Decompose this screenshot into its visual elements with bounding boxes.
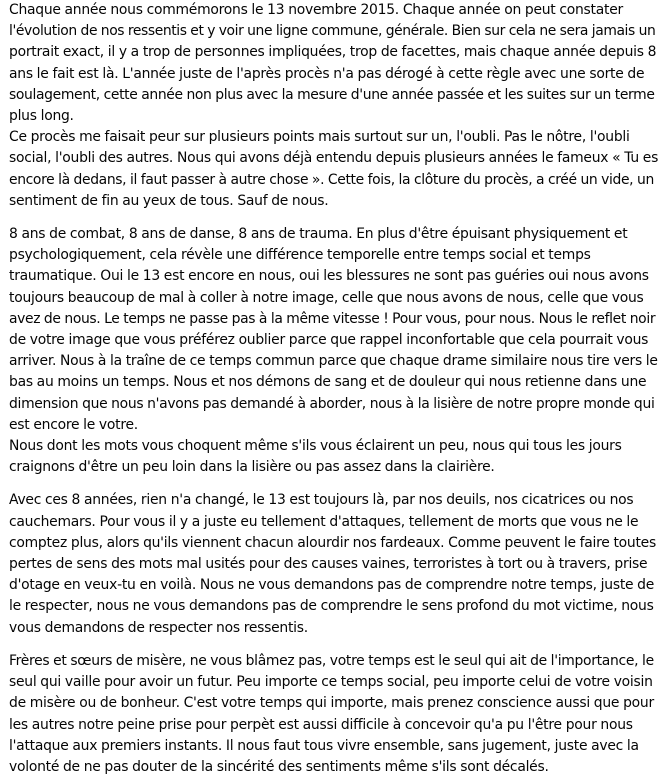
paragraph (9, 436, 658, 478)
text-line: Nous dont les mots vous choquent même s'ils vous éclairent un peu, nous qui tous les jours (9, 438, 622, 455)
text-line: bas au moins un temps. Nous et nos démons de sang et de douleur qui nous retienne dans une (9, 374, 647, 391)
text-line: ans le fait est là. L'année juste de l'après procès n'a pas dérogé à cette règle avec une sorte de (9, 65, 645, 82)
text-line: 8 ans de combat, 8 ans de danse, 8 ans de trauma. En plus d'être épuisant physiquement et (9, 226, 628, 243)
text-line: traumatique. Oui le 13 est encore en nous, oui les blessures ne sont pas guéries oui nous avons (9, 268, 649, 285)
text-line: cauchemars. Pour vous il y a juste eu tellement d'attaques, tellement de morts que vous ne le (9, 513, 639, 530)
text-line: le respecter, nous ne vous demandons pas de comprendre le sens profond du mot victime, nous (9, 598, 654, 615)
text-line: les autres notre peine prise pour perpèt est aussi difficile à concevoir qu'a pu l'être pour nous (9, 716, 633, 733)
text-line: de misère ou de bonheur. C'est votre temps qui importe, mais prenez conscience aussi que pour (9, 695, 654, 712)
text-line: craignons d'être un peu loin dans la lisière ou pas assez dans la clairière. (9, 459, 495, 476)
text-line: comptez plus, alors qu'ils viennent chacun alourdir nos fardeaux. Comme peuvent le faire toutes (9, 534, 656, 551)
paragraph (9, 127, 658, 212)
text-line: avez de nous. Le temps ne passe pas à la même vitesse ! Pour vous, pour nous. Nous le reflet noir (9, 310, 656, 327)
text-line: toujours beaucoup de mal à coller à notre image, celle que nous avons de nous, celle que vous (9, 289, 644, 306)
text-line: social, l'oubli des autres. Nous qui avons déjà entendu depuis plusieurs années le fameux « Tu es (9, 150, 659, 167)
text-line: Chaque année nous commémorons le 13 novembre 2015. Chaque année on peut constater (9, 2, 623, 18)
text-line: encore là dedans, il faut passer à autre chose ». Cette fois, la clôture du procès, a créé un vide, un (9, 171, 654, 188)
paragraph (9, 224, 658, 436)
text-line: sentiment de fin au yeux de tous. Sauf de nous. (9, 192, 329, 209)
text-line: l'attaque aux premiers instants. Il nous faut tous vivre ensemble, sans jugement, juste avec la (9, 737, 639, 754)
paragraph (9, 490, 658, 638)
text-line: est encore le votre. (9, 416, 138, 433)
text-line: dimension que nous n'avons pas demandé à aborder, nous à la lisière de notre propre monde qui (9, 395, 655, 412)
text-line: Frères et sœurs de misère, ne vous blâmez pas, votre temps est le seul qui ait de l'importance, le (9, 652, 654, 669)
text-line: d'otage en veux-tu en voilà. Nous ne vous demandons pas de comprendre notre temps, juste de (9, 577, 655, 594)
text-line: vous demandons de respecter nos ressentis. (9, 619, 308, 636)
text-line: Avec ces 8 années, rien n'a changé, le 13 est toujours là, par nos deuils, nos cicatrices ou nos (9, 492, 634, 509)
text-line: arriver. Nous à la traîne de ce temps commun parce que chaque drame similaire nous tire vers le (9, 353, 658, 370)
text-line: de votre image que vous préférez oublier parce que rappel inconfortable que cela pourrait vous (9, 332, 649, 349)
paragraph (9, 651, 658, 778)
text-line: soulagement, cette année non plus avec la mesure d'une année passée et les suites sur un terme (9, 86, 655, 103)
text-line: Ce procès me faisait peur sur plusieurs points mais surtout sur un, l'oubli. Pas le nôtre, l'oubli (9, 129, 630, 146)
text-line: l'évolution de nos ressentis et y voir une ligne commune, générale. Bien sur cela ne sera jamais un (9, 23, 656, 40)
text-line: portrait exact, il y a trop de personnes impliquées, trop de facettes, mais chaque année depuis 8 (9, 44, 657, 61)
text-line: plus long. (9, 108, 74, 125)
text-line: pertes de sens des mots mal usités pour des causes vaines, terroristes à tort ou à travers, prise (9, 556, 648, 573)
paragraph (9, 0, 658, 127)
text-line: seul qui vaille pour avoir un futur. Peu importe ce temps social, peu importe celui de votre voisin (9, 674, 653, 691)
text-line: psychologiquement, cela révèle une différence temporelle entre temps social et temps (9, 247, 591, 264)
text-line: volonté de ne pas douter de la sincérité des sentiments même s'ils sont décalés. (9, 758, 549, 775)
